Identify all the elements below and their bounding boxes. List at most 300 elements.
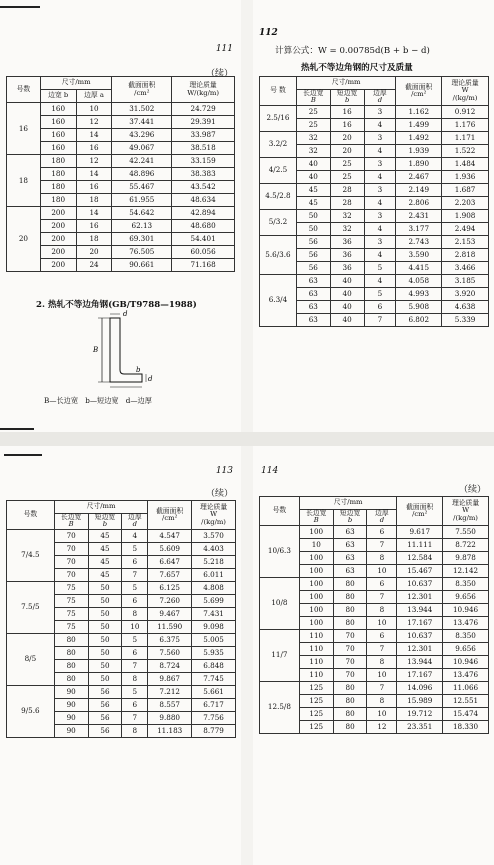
- table-cell: 1.499: [396, 118, 442, 131]
- table-cell: 18: [76, 194, 112, 207]
- table-cell: 54.401: [172, 233, 235, 246]
- table-cell: 1.939: [396, 144, 442, 157]
- table-cell: 7.745: [192, 672, 236, 685]
- table-cell: 13.476: [443, 616, 489, 629]
- table-cell: 2.149: [396, 183, 442, 196]
- table-cell: 5.908: [396, 300, 442, 313]
- table-cell: 71.168: [172, 259, 235, 272]
- table-cell: 2.806: [396, 196, 442, 209]
- header-area: 截面面积 /cm²: [148, 501, 192, 530]
- table-cell: 6: [367, 525, 397, 538]
- table-cell: 16: [330, 105, 364, 118]
- table-cell: 32: [296, 144, 330, 157]
- table-cell: 16: [76, 181, 112, 194]
- table-cell: 9.656: [443, 590, 489, 603]
- table-cell: 180: [40, 181, 76, 194]
- table-cell: 180: [40, 194, 76, 207]
- page-gutter: [0, 432, 494, 446]
- table-cell: 20: [76, 246, 112, 259]
- table-cell: 8.557: [148, 698, 192, 711]
- table-cell: 90: [54, 724, 88, 737]
- table-cell: 50: [296, 209, 330, 222]
- table-cell: 40: [296, 170, 330, 183]
- table-cell: 7.560: [148, 646, 192, 659]
- table-row: [260, 629, 489, 642]
- table-cell: 5.699: [192, 594, 236, 607]
- table-cell: 80: [333, 577, 367, 590]
- table-cell: 160: [40, 116, 76, 129]
- table-cell: 100: [299, 590, 333, 603]
- table-cell: 56: [88, 698, 122, 711]
- table-cell: 12: [367, 720, 397, 733]
- table-cell: 3: [364, 131, 396, 144]
- table-cell: 31.502: [112, 103, 172, 116]
- table-cell: 7: [122, 568, 148, 581]
- header-b: 短边宽 b: [333, 510, 367, 526]
- table-cell: 16: [76, 220, 112, 233]
- table-cell: 3: [364, 183, 396, 196]
- formula: 计算公式：W = 0.00785d(B + b − d): [275, 46, 430, 56]
- table-cell: 80: [333, 590, 367, 603]
- table-cell: 10.946: [443, 603, 489, 616]
- table-cell: 32: [296, 131, 330, 144]
- table-cell: 4.403: [192, 542, 236, 555]
- header-area: 截面面积 /cm²: [396, 77, 442, 106]
- header-b: 短边宽 b: [88, 514, 122, 530]
- table-cell: 9.867: [148, 672, 192, 685]
- header-mass: 理论质量 W /(kg/m): [192, 501, 236, 530]
- group-number: 12.5/8: [260, 681, 300, 733]
- table-cell: 2.431: [396, 209, 442, 222]
- table-cell: 14: [76, 207, 112, 220]
- table-cell: 11.111: [397, 538, 443, 551]
- table-row: [7, 181, 235, 194]
- table-cell: 8: [367, 655, 397, 668]
- table-cell: 70: [54, 555, 88, 568]
- table-cell: 56: [296, 261, 330, 274]
- table-cell: 8.724: [148, 659, 192, 672]
- table-cell: 54.642: [112, 207, 172, 220]
- table-cell: 14.096: [397, 681, 443, 694]
- table-cell: 1.176: [442, 118, 489, 131]
- table-cell: 70: [333, 655, 367, 668]
- table-cell: 15.467: [397, 564, 443, 577]
- header-mass: 理论质量 W /(kg/m): [443, 497, 489, 526]
- table-cell: 8: [122, 724, 148, 737]
- table-cell: 3.920: [442, 287, 489, 300]
- table-row: [260, 209, 489, 222]
- table-cell: 8: [122, 607, 148, 620]
- table-cell: 3.466: [442, 261, 489, 274]
- table-cell: 2.203: [442, 196, 489, 209]
- table-cell: 200: [40, 259, 76, 272]
- table-p112: [259, 76, 489, 327]
- table-cell: 10: [299, 538, 333, 551]
- table-cell: 4.547: [148, 529, 192, 542]
- table-cell: 11.183: [148, 724, 192, 737]
- table-cell: 17.167: [397, 668, 443, 681]
- table-cell: 63: [333, 564, 367, 577]
- header-B: 长边宽 B: [54, 514, 88, 530]
- table-cell: 200: [40, 220, 76, 233]
- table-row: [7, 116, 235, 129]
- table-cell: 70: [54, 529, 88, 542]
- table-cell: 11.066: [443, 681, 489, 694]
- table-body: [7, 529, 236, 737]
- table-cell: 4: [122, 529, 148, 542]
- table-cell: 80: [333, 616, 367, 629]
- table-cell: 7.431: [192, 607, 236, 620]
- page-111: [0, 0, 241, 432]
- scan-mark: [0, 428, 34, 430]
- table-cell: 1.890: [396, 157, 442, 170]
- group-number: 7/4.5: [7, 529, 55, 581]
- table-cell: 13.944: [397, 603, 443, 616]
- table-cell: 1.936: [442, 170, 489, 183]
- table-cell: 110: [299, 642, 333, 655]
- table-cell: 70: [333, 642, 367, 655]
- group-number: 10/8: [260, 577, 300, 629]
- table-cell: 40: [330, 274, 364, 287]
- table-cell: 1.687: [442, 183, 489, 196]
- table-cell: 19.712: [397, 707, 443, 720]
- table-cell: 110: [299, 668, 333, 681]
- table-cell: 7: [367, 590, 397, 603]
- table-cell: 6: [367, 577, 397, 590]
- group-number: 6.3/4: [260, 274, 297, 326]
- table-cell: 29.391: [172, 116, 235, 129]
- table-cell: 180: [40, 155, 76, 168]
- table-cell: 80: [54, 672, 88, 685]
- table-cell: 4.415: [396, 261, 442, 274]
- table-cell: 56: [88, 724, 122, 737]
- fig-label-B: B: [93, 346, 99, 354]
- table-cell: 10: [76, 103, 112, 116]
- table-cell: 7: [367, 642, 397, 655]
- table-cell: 9.617: [397, 525, 443, 538]
- fig-label-d-top: d: [123, 310, 128, 318]
- table-row: [260, 681, 489, 694]
- table-cell: 12.551: [443, 694, 489, 707]
- table-row: [260, 235, 489, 248]
- table-cell: 7: [364, 313, 396, 326]
- table-cell: 80: [333, 681, 367, 694]
- table-row: [260, 131, 489, 144]
- table-cell: 7: [367, 681, 397, 694]
- table-cell: 43.542: [172, 181, 235, 194]
- table-cell: 110: [299, 655, 333, 668]
- table-cell: 23.351: [397, 720, 443, 733]
- table-cell: 3.177: [396, 222, 442, 235]
- table-cell: 16: [330, 118, 364, 131]
- table-cell: 200: [40, 246, 76, 259]
- table-cell: 42.894: [172, 207, 235, 220]
- table-cell: 4.808: [192, 581, 236, 594]
- table-row: [7, 633, 236, 646]
- table-cell: 50: [88, 646, 122, 659]
- table-row: [7, 155, 235, 168]
- table-cell: 16: [76, 142, 112, 155]
- table-cell: 5.609: [148, 542, 192, 555]
- table-cell: 3: [364, 105, 396, 118]
- group-number: 9/5.6: [7, 685, 55, 737]
- table-cell: 5: [122, 685, 148, 698]
- table-cell: 40: [296, 157, 330, 170]
- table-cell: 8.350: [443, 577, 489, 590]
- table-cell: 25: [296, 105, 330, 118]
- table-cell: 200: [40, 207, 76, 220]
- table-cell: 160: [40, 142, 76, 155]
- page-112: [253, 0, 494, 432]
- table-cell: 15.989: [397, 694, 443, 707]
- table-cell: 7: [122, 711, 148, 724]
- group-number: 18: [7, 155, 41, 207]
- scan-mark: [0, 6, 40, 8]
- table-cell: 10.637: [397, 577, 443, 590]
- header-size: 尺寸/mm: [296, 77, 395, 90]
- table-cell: 100: [299, 525, 333, 538]
- table-cell: 90: [54, 685, 88, 698]
- table-cell: 100: [299, 577, 333, 590]
- table-cell: 5: [122, 542, 148, 555]
- table-cell: 40: [330, 313, 364, 326]
- group-number: 11/7: [260, 629, 300, 681]
- table-cell: 7.260: [148, 594, 192, 607]
- table-cell: 45: [88, 529, 122, 542]
- table-cell: 24.729: [172, 103, 235, 116]
- table-cell: 80: [333, 720, 367, 733]
- header-mass: 理论质量 W/(kg/m): [172, 77, 235, 103]
- table-cell: 75: [54, 607, 88, 620]
- table-cell: 63: [296, 274, 330, 287]
- table-cell: 80: [333, 707, 367, 720]
- header-d: 边厚 d: [122, 514, 148, 530]
- table-cell: 36: [330, 248, 364, 261]
- table-cell: 9.656: [443, 642, 489, 655]
- table-cell: 2.818: [442, 248, 489, 261]
- table-cell: 17.167: [397, 616, 443, 629]
- table-cell: 6: [122, 555, 148, 568]
- table-cell: 18.330: [443, 720, 489, 733]
- table-cell: 75: [54, 594, 88, 607]
- table-cell: 24: [76, 259, 112, 272]
- table-cell: 5: [364, 287, 396, 300]
- table-cell: 2.743: [396, 235, 442, 248]
- table-cell: 200: [40, 233, 76, 246]
- table-cell: 32: [330, 222, 364, 235]
- table-cell: 63: [296, 287, 330, 300]
- table-cell: 14: [76, 168, 112, 181]
- table-cell: 0.912: [442, 105, 489, 118]
- page-113: [0, 446, 241, 865]
- table-cell: 7: [122, 659, 148, 672]
- header-area: 截面面积 /cm²: [397, 497, 443, 526]
- table-cell: 90: [54, 698, 88, 711]
- table-cell: 6.375: [148, 633, 192, 646]
- table-cell: 28: [330, 183, 364, 196]
- table-cell: 6.717: [192, 698, 236, 711]
- table-p113: [6, 500, 236, 738]
- table-cell: 7.212: [148, 685, 192, 698]
- table-cell: 7.657: [148, 568, 192, 581]
- table-cell: 80: [54, 659, 88, 672]
- table-cell: 36: [330, 235, 364, 248]
- header-size: 尺寸/mm: [299, 497, 396, 510]
- table-cell: 6: [122, 594, 148, 607]
- table-cell: 40: [330, 287, 364, 300]
- table-row: [7, 142, 235, 155]
- table-cell: 50: [296, 222, 330, 235]
- table-cell: 110: [299, 629, 333, 642]
- table-cell: 9.467: [148, 607, 192, 620]
- table-row: [7, 246, 235, 259]
- table-cell: 6: [122, 646, 148, 659]
- table-cell: 37.441: [112, 116, 172, 129]
- table-row: [7, 129, 235, 142]
- table-cell: 70: [333, 629, 367, 642]
- header-mass: 理论质量 W /(kg/m): [442, 77, 489, 106]
- table-cell: 125: [299, 681, 333, 694]
- table-body: [260, 525, 489, 733]
- table-cell: 12.301: [397, 590, 443, 603]
- table-cell: 5: [122, 581, 148, 594]
- table-cell: 6: [122, 698, 148, 711]
- table-cell: 3.570: [192, 529, 236, 542]
- table-cell: 10: [367, 707, 397, 720]
- table-cell: 12: [76, 116, 112, 129]
- header-no: 号数: [260, 497, 300, 526]
- group-number: 3.2/2: [260, 131, 297, 157]
- table-p114: [259, 496, 489, 734]
- header-d: 边厚 d: [364, 90, 396, 106]
- table-cell: 76.505: [112, 246, 172, 259]
- table-row: [260, 157, 489, 170]
- table-cell: 80: [54, 646, 88, 659]
- table-cell: 70: [333, 668, 367, 681]
- table-cell: 160: [40, 103, 76, 116]
- table-row: [260, 183, 489, 196]
- table-cell: 4: [364, 222, 396, 235]
- table-cell: 4: [364, 170, 396, 183]
- scan-mark: [4, 454, 42, 456]
- table-cell: 90: [54, 711, 88, 724]
- table-cell: 3.590: [396, 248, 442, 261]
- table-cell: 56: [88, 711, 122, 724]
- continued-label: （续）: [458, 485, 486, 495]
- table-cell: 1.908: [442, 209, 489, 222]
- group-number: 8/5: [7, 633, 55, 685]
- table-cell: 12: [76, 155, 112, 168]
- table-cell: 50: [88, 633, 122, 646]
- page-number: 114: [261, 466, 279, 476]
- table-cell: 18: [76, 233, 112, 246]
- table-cell: 100: [299, 564, 333, 577]
- table-cell: 5: [122, 633, 148, 646]
- table-cell: 6.802: [396, 313, 442, 326]
- table-body: [260, 105, 489, 326]
- table-cell: 1.171: [442, 131, 489, 144]
- table-cell: 38.518: [172, 142, 235, 155]
- table-body: [7, 103, 235, 272]
- table-cell: 12.142: [443, 564, 489, 577]
- page-number: 112: [259, 28, 278, 38]
- table-cell: 8.722: [443, 538, 489, 551]
- group-number: 2.5/16: [260, 105, 297, 131]
- header-no: 号数: [7, 501, 55, 530]
- table-cell: 75: [54, 620, 88, 633]
- table-cell: 4.638: [442, 300, 489, 313]
- table-cell: 125: [299, 720, 333, 733]
- table-row: [7, 233, 235, 246]
- table-cell: 56: [296, 248, 330, 261]
- table-cell: 1.484: [442, 157, 489, 170]
- header-d: 边厚 d: [367, 510, 397, 526]
- table-cell: 49.067: [112, 142, 172, 155]
- table-cell: 50: [88, 607, 122, 620]
- table-cell: 32: [330, 209, 364, 222]
- table-cell: 45: [88, 542, 122, 555]
- table-cell: 9.878: [443, 551, 489, 564]
- table-cell: 11.590: [148, 620, 192, 633]
- table-row: [7, 685, 236, 698]
- table-cell: 8.350: [443, 629, 489, 642]
- table-cell: 7.756: [192, 711, 236, 724]
- table-cell: 61.955: [112, 194, 172, 207]
- table-cell: 40: [330, 300, 364, 313]
- table-cell: 5.005: [192, 633, 236, 646]
- section-title: 2. 热轧不等边角钢(GB/T9788—1988): [36, 300, 197, 310]
- table-cell: 48.634: [172, 194, 235, 207]
- table-cell: 125: [299, 707, 333, 720]
- table-cell: 8: [367, 694, 397, 707]
- table-cell: 5.339: [442, 313, 489, 326]
- page-number: 113: [215, 466, 233, 476]
- table-cell: 4: [364, 248, 396, 261]
- header-B: 长边宽 B: [296, 90, 330, 106]
- table-cell: 63: [296, 313, 330, 326]
- table-cell: 10: [122, 620, 148, 633]
- table-cell: 15.474: [443, 707, 489, 720]
- table-cell: 125: [299, 694, 333, 707]
- table-cell: 4.058: [396, 274, 442, 287]
- table-cell: 2.153: [442, 235, 489, 248]
- table-cell: 90.661: [112, 259, 172, 272]
- group-number: 16: [7, 103, 41, 155]
- table-cell: 13.944: [397, 655, 443, 668]
- table-cell: 50: [88, 581, 122, 594]
- table-cell: 50: [88, 620, 122, 633]
- table-cell: 80: [333, 694, 367, 707]
- group-number: 5.6/3.6: [260, 235, 297, 274]
- table-cell: 3.185: [442, 274, 489, 287]
- group-number: 5/3.2: [260, 209, 297, 235]
- table-cell: 43.296: [112, 129, 172, 142]
- header-a: 边厚 a: [76, 90, 112, 103]
- table-cell: 4: [364, 144, 396, 157]
- table-cell: 2.467: [396, 170, 442, 183]
- table-cell: 4: [364, 118, 396, 131]
- table-row: [7, 168, 235, 181]
- table-cell: 60.056: [172, 246, 235, 259]
- table-cell: 10.946: [443, 655, 489, 668]
- header-area: 截面面积 /cm²: [112, 77, 172, 103]
- table-cell: 10.637: [397, 629, 443, 642]
- table-cell: 45: [88, 568, 122, 581]
- header-no: 号 数: [260, 77, 297, 106]
- table-cell: 13.476: [443, 668, 489, 681]
- table-cell: 100: [299, 603, 333, 616]
- table-cell: 45: [296, 196, 330, 209]
